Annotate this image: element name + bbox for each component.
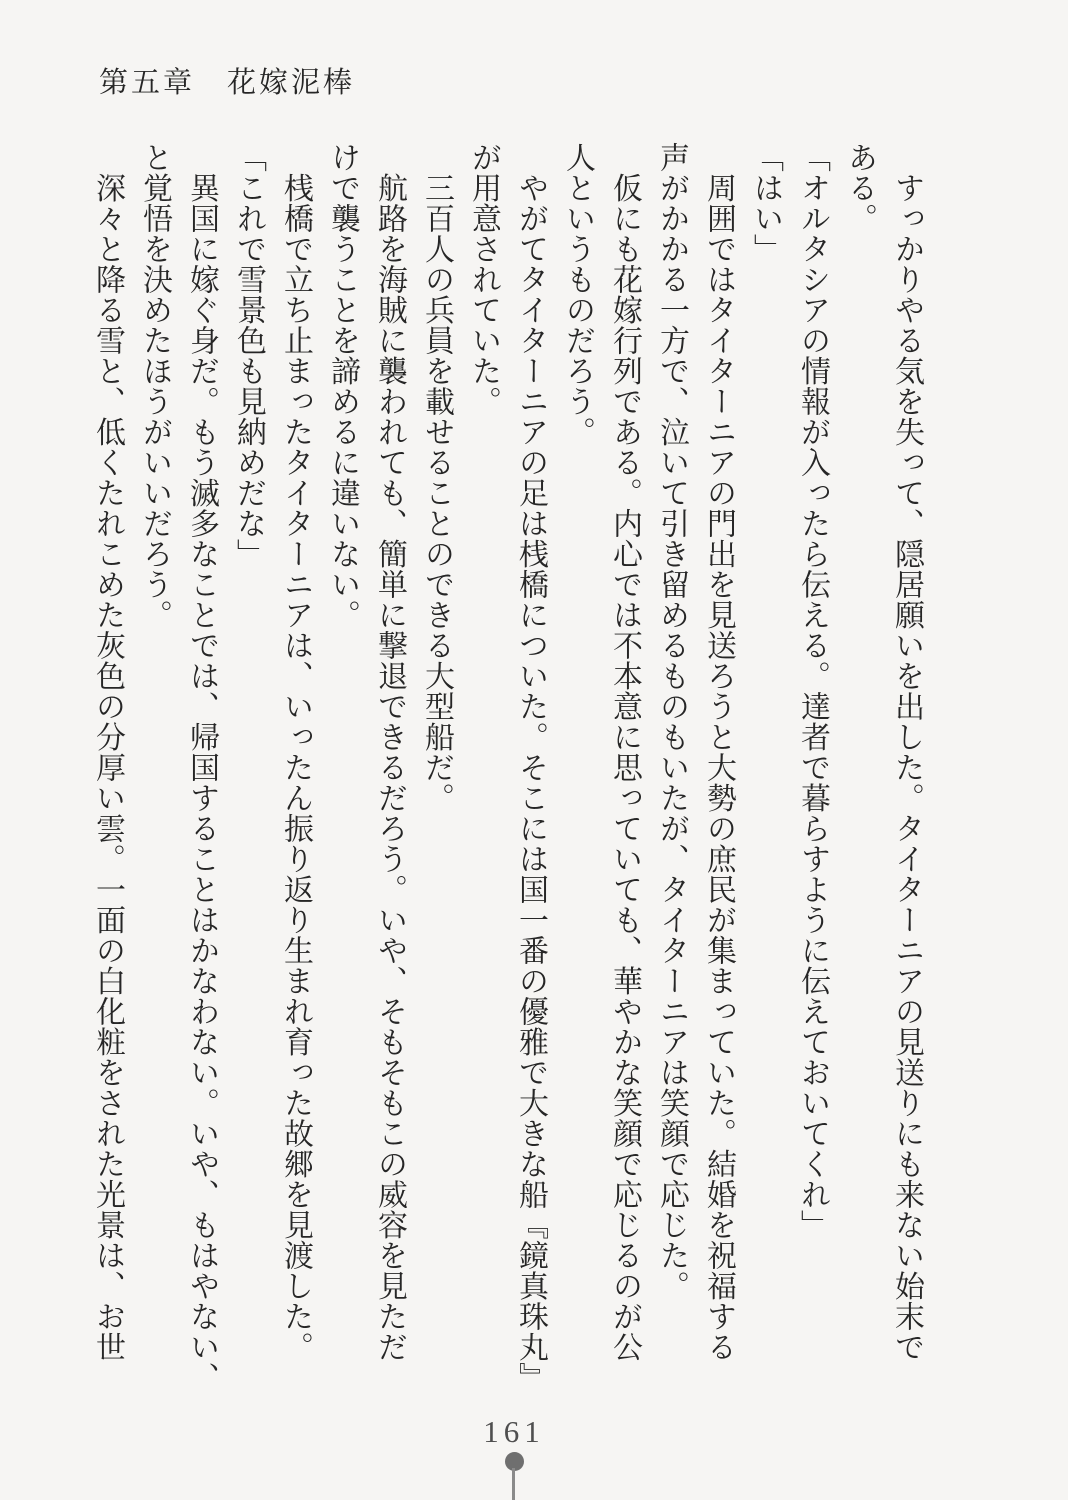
text-column: ある。 [843,142,876,234]
chapter-header: 第五章 花嫁泥棒 [99,67,356,99]
text-column: 声がかかる一方で、泣いて引き留めるものもいたが、タイターニアは笑顔で応じた。 [655,142,688,1301]
text-column: 三百人の兵員を載せることのできる大型船だ。 [420,142,453,813]
page-number: 161 [483,1414,545,1449]
footer-stem-ornament [512,1468,515,1500]
text-column: 人というものだろう。 [561,142,594,447]
text-column: 桟橋で立ち止まったタイターニアは、いったん振り返り生まれ育った故郷を見渡した。 [279,142,312,1362]
text-column: が用意されていた。 [467,142,500,417]
body-text [84,142,930,1393]
text-column: けで襲うことを諦めるに違いない。 [326,142,359,630]
text-column: 「オルタシアの情報が入ったら伝える。達者で暮らすように伝えておいてくれ」 [796,142,829,1240]
text-column: 異国に嫁ぐ身だ。もう滅多なことでは、帰国することはかなわない。いや、もはやない、 [185,142,218,1393]
text-column: すっかりやる気を失って、隠居願いを出した。タイターニアの見送りにも来ない始末で [890,142,923,1362]
text-column: 「これで雪景色も見納めだな」 [232,142,265,569]
text-column: と覚悟を決めたほうがいいだろう。 [138,142,171,630]
text-column: 仮にも花嫁行列である。内心では不本意に思っていても、華やかな笑顔で応じるのが公 [608,142,641,1362]
text-column: 「はい」 [749,142,782,264]
text-column: 深々と降る雪と、低くたれこめた灰色の分厚い雲。一面の白化粧をされた光景は、お世 [91,142,124,1362]
text-column: 周囲ではタイターニアの門出を見送ろうと大勢の庶民が集まっていた。結婚を祝福する [702,142,735,1362]
text-column: 航路を海賊に襲われても、簡単に撃退できるだろう。いや、そもそもこの威容を見ただ [373,142,406,1362]
text-column: やがてタイターニアの足は桟橋についた。そこには国一番の優雅で大きな船『鏡真珠丸』 [514,142,547,1393]
